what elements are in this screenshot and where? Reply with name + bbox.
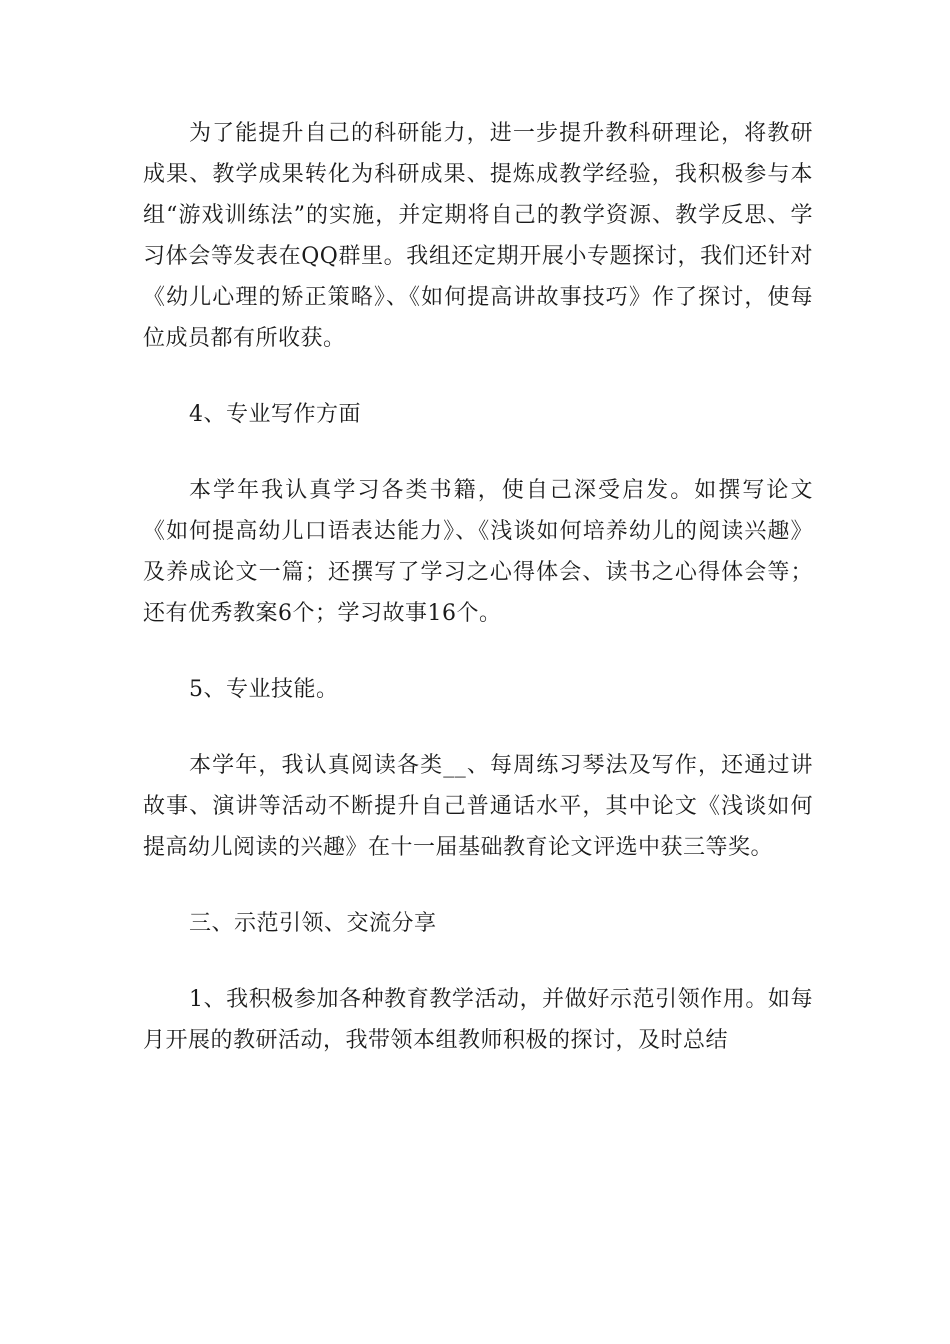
paragraph-writing-achievements: 本学年我认真学习各类书籍，使自己深受启发。如撰写论文《如何提高幼儿口语表达能力》、《浅谈如何培养幼儿的阅读兴趣》及养成论文一篇；还撰写了学习之心得体会、读书之心得体会等；还有优秀教案6个；学习故事16个。 [143,478,813,626]
paragraph-spacer [143,868,813,903]
paragraph-teaching-activities: 1、我积极参加各种教育教学活动，并做好示范引领作用。如每月开展的教研活动，我带领本组教师积极的探讨，及时总结 [143,987,813,1053]
paragraph-research-ability: 为了能提升自己的科研能力，进一步提升教科研理论，将教研成果、教学成果转化为科研成果、提炼成教学经验，我积极参与本组“游戏训练法”的实施，并定期将自己的教学资源、教学反思、学习体会等发表在QQ群里。我组还定期开展小专题探讨，我们还针对《幼儿心理的矫正策略》、《如何提高讲故事技巧》作了探讨，使每位成员都有所收获。 [143,121,813,351]
paragraph-spacer [143,435,813,470]
paragraph-skills-achievements: 本学年，我认真阅读各类__、每周练习琴法及写作，还通过讲故事、演讲等活动不断提升自己普通话水平，其中论文《浅谈如何提高幼儿阅读的兴趣》在十一届基础教育论文评选中获三等奖。 [143,753,813,860]
heading-professional-writing: 4、专业写作方面 [189,402,361,427]
heading-demonstration-sharing: 三、示范引领、交流分享 [189,911,437,936]
document-body [143,113,813,1061]
paragraph-spacer [143,710,813,745]
paragraph-spacer [143,359,813,394]
paragraph-spacer [143,944,813,979]
heading-professional-skills: 5、专业技能。 [189,677,339,702]
paragraph-spacer [143,634,813,669]
